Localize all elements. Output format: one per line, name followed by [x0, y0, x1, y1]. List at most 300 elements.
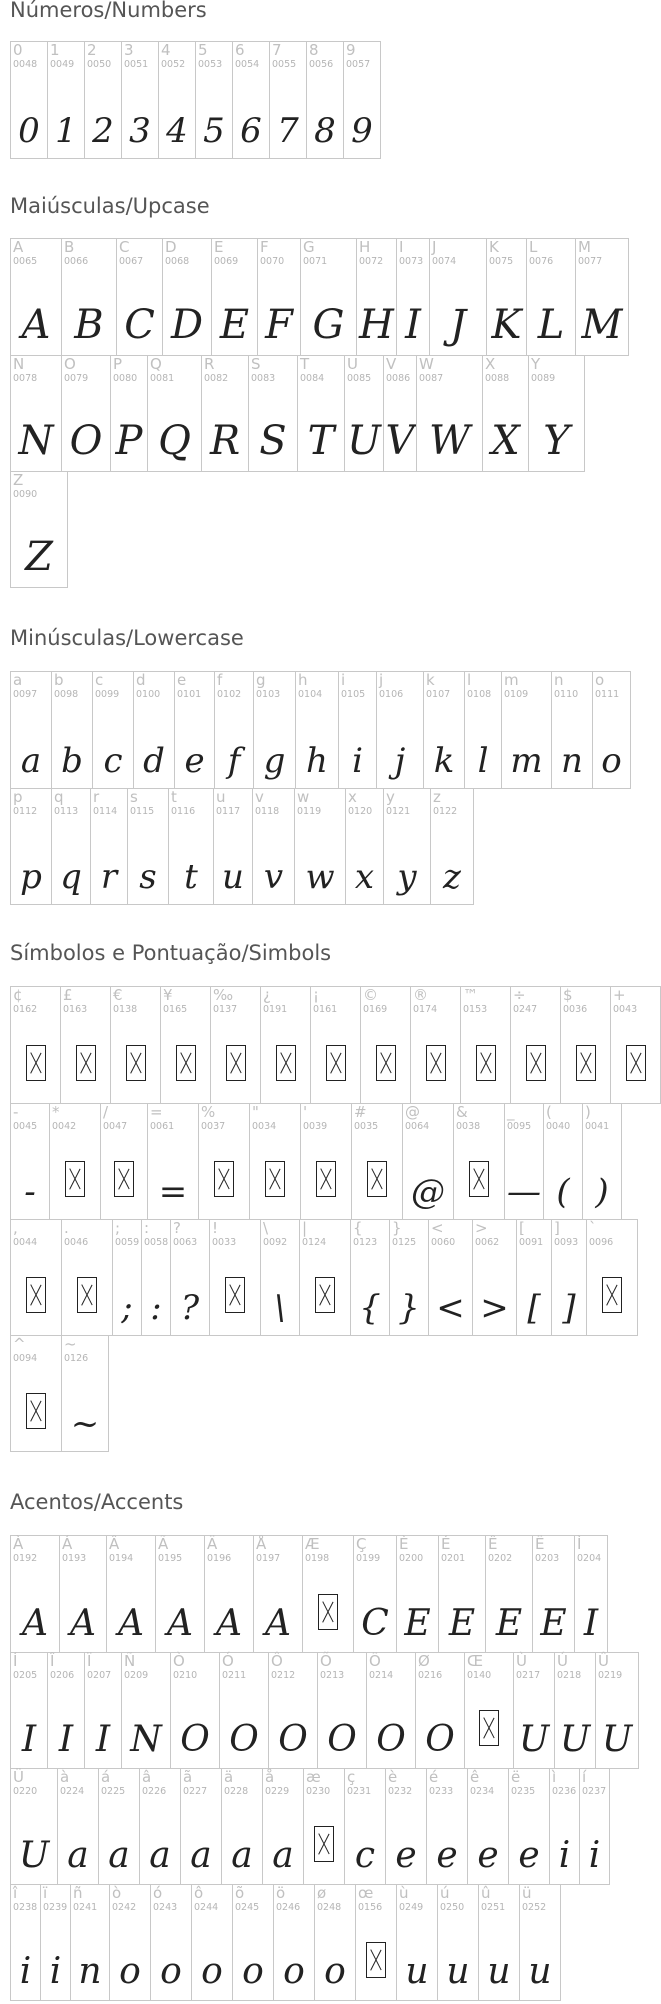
- glyph-cell: [84, 1652, 122, 1769]
- glyph-character-label: à: [60, 1768, 70, 1786]
- glyph-code-label: 0220: [13, 1786, 38, 1797]
- glyph-cell: [501, 671, 552, 789]
- glyph-sample: e: [477, 1835, 499, 1876]
- glyph-character-label: Û: [598, 1652, 609, 1670]
- glyph-character-label: +: [613, 986, 626, 1004]
- glyph-code-label: 0046: [64, 1237, 89, 1248]
- glyph-code-label: 0230: [306, 1786, 331, 1797]
- glyph-sample: E: [495, 1603, 523, 1644]
- glyph-code-label: 0210: [173, 1670, 198, 1681]
- glyph-sample: a: [20, 741, 42, 781]
- section-title: Símbolos e Pontuação/Simbols: [10, 941, 332, 965]
- glyph-code-label: 0090: [13, 489, 38, 500]
- glyph-sample: E: [219, 302, 250, 348]
- glyph-sample: i: [588, 1835, 601, 1876]
- glyph-sample: m: [510, 741, 543, 781]
- glyph-sample: a: [149, 1835, 171, 1876]
- glyph-code-label: 0120: [348, 806, 373, 817]
- glyph-sample: a: [272, 1835, 294, 1876]
- glyph-cell: [560, 986, 611, 1104]
- glyph-character-label: ò: [112, 1884, 122, 1902]
- glyph-character-label: {: [353, 1219, 363, 1237]
- glyph-code-label: 0243: [153, 1902, 178, 1913]
- glyph-character-label: Ü: [13, 1768, 24, 1786]
- glyph-code-label: 0118: [255, 806, 280, 817]
- glyph-cell: [353, 1535, 397, 1653]
- glyph-code-label: 0071: [303, 256, 328, 267]
- glyph-code-label: 0200: [399, 1553, 424, 1564]
- glyph-code-label: 0224: [60, 1786, 85, 1797]
- glyph-character-label: #: [354, 1103, 367, 1121]
- missing-glyph-icon: [276, 1045, 296, 1081]
- glyph-character-label: /: [103, 1103, 109, 1121]
- glyph-code-label: 0044: [13, 1237, 38, 1248]
- glyph-code-label: 0245: [235, 1902, 260, 1913]
- glyph-cell: [350, 1219, 390, 1336]
- glyph-cell: [219, 1652, 269, 1769]
- glyph-character-label: é: [429, 1768, 439, 1786]
- glyph-character-label: (: [546, 1103, 552, 1121]
- glyph-character-label: 7: [272, 41, 282, 59]
- glyph-cell: [40, 1884, 71, 2001]
- glyph-row: [10, 1219, 660, 1335]
- glyph-cell: [383, 788, 431, 905]
- glyph-code-label: 0052: [161, 59, 186, 70]
- glyph-sample: h: [306, 741, 328, 781]
- glyph-code-label: 0082: [204, 373, 229, 384]
- glyph-code-label: 0156: [358, 1902, 383, 1913]
- glyph-code-label: 0074: [432, 256, 457, 267]
- glyph-code-label: 0123: [353, 1237, 378, 1248]
- glyph-code-label: 0078: [13, 373, 38, 384]
- glyph-code-label: 0060: [431, 1237, 456, 1248]
- glyph-cell: [70, 1884, 110, 2001]
- glyph-cell: [160, 986, 211, 1104]
- glyph-sample: Y: [543, 418, 570, 464]
- glyph-cell: [485, 1535, 533, 1653]
- glyph-code-label: 0250: [440, 1902, 465, 1913]
- glyph-character-label: a: [13, 671, 23, 689]
- glyph-grid: [10, 238, 628, 587]
- glyph-sample: O: [327, 1719, 357, 1760]
- glyph-character-label: J: [432, 238, 437, 256]
- glyph-character-label: À: [13, 1535, 24, 1553]
- glyph-code-label: 0101: [177, 689, 202, 700]
- glyph-character-label: È: [399, 1535, 409, 1553]
- missing-glyph-icon: [225, 1277, 245, 1313]
- glyph-cell: [383, 355, 417, 472]
- glyph-character-label: W: [419, 355, 434, 373]
- glyph-code-label: 0073: [399, 256, 424, 267]
- glyph-character-label: ü: [522, 1884, 532, 1902]
- section-title: Maiúsculas/Upcase: [10, 194, 210, 218]
- glyph-character-label: â: [142, 1768, 152, 1786]
- missing-glyph-icon: [226, 1045, 246, 1081]
- glyph-cell: [61, 355, 111, 472]
- glyph-row: [10, 238, 628, 355]
- missing-glyph-icon: [366, 1942, 386, 1978]
- glyph-character-label: M: [578, 238, 591, 256]
- glyph-character-label: ‰: [213, 986, 234, 1004]
- glyph-character-label: Ì: [577, 1535, 582, 1553]
- glyph-character-label: Ù: [516, 1652, 527, 1670]
- glyph-cell: [438, 1535, 486, 1653]
- missing-glyph-icon: [314, 1826, 334, 1862]
- glyph-character-label: N: [13, 355, 25, 373]
- glyph-sample: 4: [166, 111, 188, 151]
- glyph-cell: [155, 1535, 205, 1653]
- glyph-cell: [376, 671, 424, 789]
- missing-glyph-icon: [76, 1045, 96, 1081]
- glyph-sample: R: [209, 418, 241, 464]
- glyph-sample: o: [201, 1951, 223, 1992]
- glyph-character-label: |: [302, 1219, 308, 1237]
- glyph-cell: [201, 355, 249, 472]
- glyph-code-label: 0070: [260, 256, 285, 267]
- glyph-character-label: Œ: [467, 1652, 484, 1670]
- glyph-code-label: 0093: [554, 1237, 579, 1248]
- glyph-code-label: 0047: [103, 1121, 128, 1132]
- glyph-character-label: ¥: [163, 986, 173, 1004]
- missing-glyph-icon: [476, 1045, 496, 1081]
- glyph-code-label: 0203: [535, 1553, 560, 1564]
- glyph-character-label: t: [171, 788, 177, 806]
- glyph-code-label: 0119: [297, 806, 322, 817]
- glyph-cell: [582, 1103, 622, 1220]
- glyph-cell: [214, 671, 254, 789]
- glyph-character-label: Ö: [369, 1652, 381, 1670]
- glyph-character-label: Ô: [271, 1652, 283, 1670]
- glyph-character-label: ~: [64, 1335, 77, 1353]
- glyph-sample: A: [21, 302, 51, 348]
- missing-glyph-icon: [265, 1161, 285, 1197]
- glyph-character-label: *: [52, 1103, 60, 1121]
- glyph-code-label: 0174: [413, 1004, 438, 1015]
- glyph-cell: [133, 671, 175, 789]
- glyph-character-label: \: [263, 1219, 269, 1237]
- glyph-code-label: 0042: [52, 1121, 77, 1132]
- glyph-cell: [586, 1219, 638, 1336]
- glyph-character-label: ^: [13, 1335, 26, 1353]
- glyph-cell: [273, 1884, 315, 2001]
- glyph-sample: u: [528, 1951, 552, 1992]
- glyph-code-label: 0065: [13, 256, 38, 267]
- glyph-code-label: 0163: [63, 1004, 88, 1015]
- glyph-code-label: 0225: [101, 1786, 126, 1797]
- glyph-code-label: 0043: [613, 1004, 638, 1015]
- glyph-code-label: 0247: [513, 1004, 538, 1015]
- glyph-cell: [343, 41, 381, 159]
- glyph-character-label: ö: [276, 1884, 286, 1902]
- glyph-code-label: 0199: [356, 1553, 381, 1564]
- glyph-character-label: á: [101, 1768, 111, 1786]
- glyph-sample: O: [425, 1719, 455, 1760]
- glyph-cell: [402, 1103, 454, 1220]
- glyph-character-label: x: [348, 788, 357, 806]
- glyph-cell: [478, 1884, 520, 2001]
- glyph-cell: [513, 1652, 555, 1769]
- glyph-code-label: 0084: [300, 373, 325, 384]
- glyph-cell: [430, 788, 474, 905]
- glyph-cell: [314, 1884, 356, 2001]
- glyph-character-label: [: [519, 1219, 525, 1237]
- glyph-character-label: ç: [347, 1768, 356, 1786]
- glyph-code-label: 0097: [13, 689, 38, 700]
- glyph-sample: k: [433, 741, 455, 781]
- glyph-sample: v: [263, 857, 284, 897]
- glyph-code-label: 0036: [563, 1004, 588, 1015]
- glyph-code-label: 0124: [302, 1237, 327, 1248]
- glyph-character-label: X: [485, 355, 496, 373]
- glyph-code-label: 0037: [201, 1121, 226, 1132]
- glyph-sample: V: [385, 418, 415, 464]
- glyph-character-label: Â: [109, 1535, 120, 1553]
- glyph-character-label: I: [399, 238, 404, 256]
- glyph-code-label: 0102: [217, 689, 242, 700]
- glyph-character-label: w: [297, 788, 310, 806]
- glyph-sample: N: [18, 418, 54, 464]
- glyph-cell: [109, 1884, 151, 2001]
- glyph-code-label: 0162: [13, 1004, 38, 1015]
- glyph-cell: [482, 355, 529, 472]
- glyph-code-label: 0165: [163, 1004, 188, 1015]
- glyph-character-label: ó: [153, 1884, 163, 1902]
- glyph-code-label: 0081: [150, 373, 175, 384]
- missing-glyph-icon: [376, 1045, 396, 1081]
- glyph-character-label: !: [212, 1219, 219, 1237]
- glyph-cell: [396, 238, 430, 356]
- glyph-cell: [385, 1768, 427, 1885]
- glyph-cell: [396, 1535, 439, 1653]
- glyph-code-label: 0045: [13, 1121, 38, 1132]
- glyph-character-label: S: [251, 355, 261, 373]
- glyph-sample: Z: [25, 534, 53, 580]
- glyph-character-label: R: [204, 355, 215, 373]
- glyph-cell: [472, 1219, 517, 1336]
- glyph-cell: [10, 1768, 58, 1885]
- glyph-cell: [595, 1652, 639, 1769]
- glyph-character-label: å: [265, 1768, 275, 1786]
- glyph-cell: [303, 1768, 345, 1885]
- glyph-cell: [504, 1103, 544, 1220]
- glyph-character-label: ;: [115, 1219, 121, 1237]
- glyph-code-label: 0057: [346, 59, 371, 70]
- glyph-code-label: 0033: [212, 1237, 237, 1248]
- glyph-code-label: 0252: [522, 1902, 547, 1913]
- glyph-cell: [543, 1103, 583, 1220]
- glyph-character-label: :: [144, 1219, 150, 1237]
- glyph-cell: [10, 41, 48, 159]
- glyph-character-label: ®: [413, 986, 428, 1004]
- glyph-character-label: j: [379, 671, 384, 689]
- glyph-code-label: 0114: [93, 806, 118, 817]
- glyph-sample: o: [242, 1951, 264, 1992]
- glyph-character-label: v: [255, 788, 264, 806]
- glyph-sample: @: [411, 1172, 445, 1212]
- glyph-code-label: 0233: [429, 1786, 454, 1797]
- glyph-cell: [92, 671, 134, 789]
- glyph-cell: [260, 986, 311, 1104]
- glyph-cell: [252, 788, 295, 905]
- glyph-character-label: $: [563, 986, 573, 1004]
- glyph-code-label: 0055: [272, 59, 297, 70]
- glyph-sample: 2: [92, 111, 114, 151]
- glyph-sample: O: [229, 1719, 259, 1760]
- glyph-code-label: 0169: [363, 1004, 388, 1015]
- glyph-cell: [162, 238, 212, 356]
- glyph-cell: [180, 1768, 222, 1885]
- glyph-cell: [168, 788, 214, 905]
- glyph-sample: c: [103, 741, 123, 781]
- glyph-code-label: 0202: [488, 1553, 513, 1564]
- glyph-code-label: 0096: [589, 1237, 614, 1248]
- glyph-cell: [355, 1884, 397, 2001]
- glyph-code-label: 0217: [516, 1670, 541, 1681]
- glyph-grid: [10, 41, 380, 158]
- glyph-sample: E: [448, 1603, 476, 1644]
- glyph-cell: [232, 1884, 274, 2001]
- glyph-code-label: 0083: [251, 373, 276, 384]
- glyph-sample: d: [143, 741, 165, 781]
- glyph-character-label: u: [216, 788, 226, 806]
- glyph-sample: A: [167, 1603, 193, 1644]
- glyph-cell: [98, 1768, 140, 1885]
- glyph-code-label: 0049: [50, 59, 75, 70]
- glyph-code-label: 0091: [519, 1237, 544, 1248]
- glyph-sample: C: [361, 1603, 389, 1644]
- glyph-code-label: 0099: [95, 689, 120, 700]
- glyph-sample: P: [115, 418, 143, 464]
- glyph-code-label: 0216: [418, 1670, 443, 1681]
- glyph-cell: [170, 1219, 210, 1336]
- glyph-cell: [574, 1535, 608, 1653]
- glyph-sample: a: [231, 1835, 253, 1876]
- glyph-code-label: 0242: [112, 1902, 137, 1913]
- glyph-character-label: Ú: [557, 1652, 568, 1670]
- glyph-code-label: 0212: [271, 1670, 296, 1681]
- glyph-sample: A: [216, 1603, 242, 1644]
- glyph-code-label: 0112: [13, 806, 38, 817]
- glyph-cell: [213, 788, 253, 905]
- glyph-sample: l: [477, 741, 489, 781]
- glyph-row: [10, 986, 660, 1103]
- glyph-cell: [198, 1103, 250, 1220]
- glyph-sample: S: [259, 418, 287, 464]
- glyph-code-label: 0122: [433, 806, 458, 817]
- glyph-sample: a: [108, 1835, 130, 1876]
- glyph-code-label: 0113: [54, 806, 79, 817]
- glyph-cell: [294, 788, 346, 905]
- glyph-code-label: 0213: [320, 1670, 345, 1681]
- glyph-character-label: Ó: [222, 1652, 234, 1670]
- glyph-code-label: 0062: [475, 1237, 500, 1248]
- glyph-character-label: T: [300, 355, 310, 373]
- missing-glyph-icon: [479, 1710, 499, 1746]
- glyph-sample: i: [558, 1835, 571, 1876]
- glyph-character-label: ©: [363, 986, 378, 1004]
- glyph-sample: E: [404, 1603, 431, 1644]
- missing-glyph-icon: [26, 1277, 46, 1313]
- glyph-cell: [389, 1219, 429, 1336]
- missing-glyph-icon: [576, 1045, 596, 1081]
- glyph-code-label: 0246: [276, 1902, 301, 1913]
- glyph-sample: e: [518, 1835, 540, 1876]
- glyph-cell: [110, 986, 161, 1104]
- glyph-character-label: Ä: [207, 1535, 218, 1553]
- glyph-cell: [344, 1768, 386, 1885]
- glyph-character-label: Í: [13, 1652, 18, 1670]
- glyph-code-label: 0048: [13, 59, 38, 70]
- glyph-cell: [121, 1652, 171, 1769]
- glyph-character-label: ]: [554, 1219, 560, 1237]
- glyph-sample: z: [443, 857, 461, 897]
- glyph-code-label: 0072: [359, 256, 384, 267]
- glyph-character-label: g: [256, 671, 266, 689]
- missing-glyph-icon: [65, 1161, 85, 1197]
- glyph-code-label: 0034: [252, 1121, 277, 1132]
- glyph-character-label: Ã: [158, 1535, 169, 1553]
- glyph-code-label: 0061: [150, 1121, 175, 1132]
- glyph-code-label: 0205: [13, 1670, 38, 1681]
- glyph-cell: [147, 1103, 199, 1220]
- glyph-character-label: œ: [358, 1884, 374, 1902]
- glyph-sample: o: [601, 741, 622, 781]
- glyph-character-label: 2: [87, 41, 97, 59]
- glyph-sample: u: [446, 1951, 470, 1992]
- glyph-character-label: @: [405, 1103, 420, 1121]
- glyph-character-label: q: [54, 788, 64, 806]
- glyph-cell: [139, 1768, 181, 1885]
- glyph-character-label: >: [475, 1219, 488, 1237]
- glyph-code-label: 0089: [531, 373, 556, 384]
- glyph-code-label: 0140: [467, 1670, 492, 1681]
- glyph-sample: ]: [562, 1288, 576, 1328]
- glyph-cell: [121, 41, 159, 159]
- glyph-character-label: ¡: [313, 986, 320, 1004]
- glyph-character-label: H: [359, 238, 371, 256]
- glyph-cell: [100, 1103, 148, 1220]
- glyph-character-label: Ë: [535, 1535, 545, 1553]
- glyph-code-label: 0103: [256, 689, 281, 700]
- glyph-code-label: 0040: [546, 1121, 571, 1132]
- glyph-code-label: 0192: [13, 1553, 38, 1564]
- glyph-cell: [345, 788, 384, 905]
- glyph-sample: o: [160, 1951, 182, 1992]
- glyph-sample: b: [61, 741, 83, 781]
- glyph-cell: [302, 1535, 354, 1653]
- glyph-sample: ?: [180, 1288, 200, 1328]
- glyph-sample: F: [265, 302, 293, 348]
- missing-glyph-icon: [214, 1161, 234, 1197]
- glyph-character-label: 1: [50, 41, 60, 59]
- glyph-character-label: Ê: [488, 1535, 498, 1553]
- glyph-sample: u: [487, 1951, 511, 1992]
- glyph-character-label: D: [165, 238, 177, 256]
- glyph-sample: -: [24, 1172, 36, 1212]
- glyph-cell: [10, 1535, 60, 1653]
- glyph-sample: 1: [55, 111, 77, 151]
- glyph-code-label: 0041: [585, 1121, 610, 1132]
- glyph-cell: [61, 238, 117, 356]
- glyph-sample: U: [518, 1719, 550, 1760]
- glyph-cell: [467, 1768, 509, 1885]
- glyph-sample: I: [95, 1719, 111, 1760]
- missing-glyph-icon: [26, 1045, 46, 1081]
- glyph-character-label: L: [529, 238, 538, 256]
- glyph-sample: n: [561, 741, 583, 781]
- glyph-cell: [10, 986, 61, 1104]
- glyph-code-label: 0056: [309, 59, 334, 70]
